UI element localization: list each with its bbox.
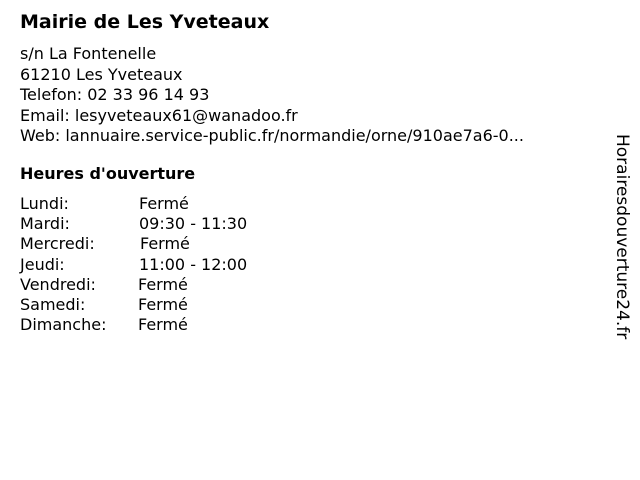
hours-value: 11:00 - 12:00 — [139, 254, 248, 274]
page-title: Mairie de Les Yveteaux — [20, 11, 270, 33]
day-label: Lundi: — [20, 194, 69, 213]
hours-heading: Heures d'ouverture — [20, 164, 196, 183]
phone-text: Telefon: 02 33 96 14 93 — [20, 85, 210, 104]
address-block — [20, 44, 524, 147]
day-label: Samedi: — [20, 294, 86, 314]
address-street: s/n La Fontenelle — [20, 44, 157, 63]
email-text: Email: lesyveteaux61@wanadoo.fr — [20, 105, 298, 125]
hours-value: Fermé — [140, 234, 190, 254]
hours-value: Fermé — [138, 294, 188, 314]
day-label: Vendredi: — [20, 274, 96, 294]
day-label: Jeudi: — [20, 254, 65, 274]
hours-value: 09:30 - 11:30 — [139, 214, 248, 234]
hours-value: Fermé — [139, 194, 189, 213]
web-text: Web: lannuaire.service-public.fr/normandie/orne/910ae7a6-0... — [20, 126, 524, 145]
hours-value: Fermé — [138, 274, 188, 294]
day-label: Mardi: — [20, 214, 70, 234]
hours-value: Fermé — [138, 315, 188, 335]
address-city: 61210 Les Yveteaux — [20, 64, 183, 84]
site-watermark-label: Horairesdouverture24.fr — [612, 134, 632, 340]
day-label: Dimanche: — [20, 315, 107, 335]
day-label: Mercredi: — [20, 234, 95, 254]
